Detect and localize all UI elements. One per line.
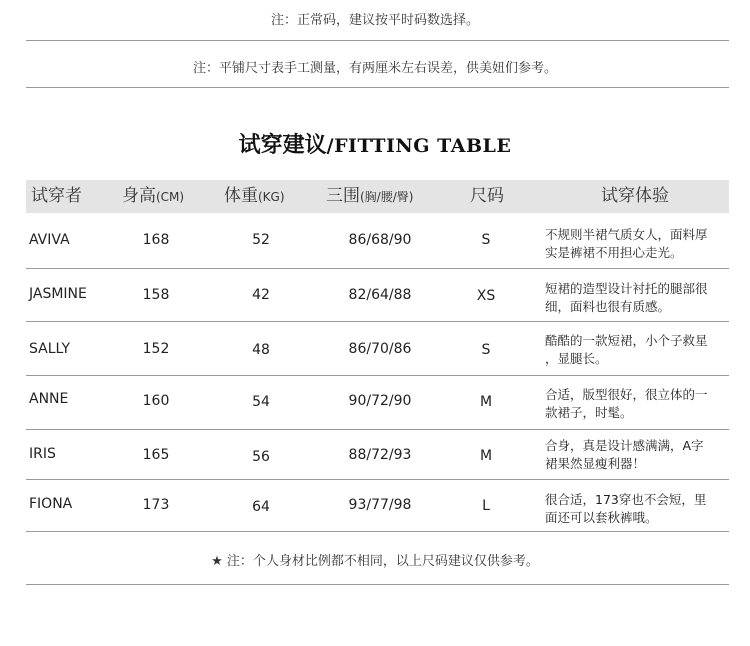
row-height: 165: [142, 447, 170, 463]
row-experience-line-1: 酷酷的一款短裙，小个子救星: [545, 333, 708, 348]
row-name: ANNE: [29, 391, 69, 407]
row-bwh: 86/68/90: [348, 232, 412, 248]
row-divider: [26, 531, 729, 532]
header-experience: 试穿体验: [601, 186, 669, 206]
header-weight-label: 体重: [224, 186, 258, 206]
row-weight: 48: [252, 342, 270, 358]
row-bwh: 90/72/90: [348, 393, 412, 409]
row-experience-line-1: 合身，真是设计感满满，A字: [545, 438, 704, 453]
row-weight: 54: [252, 394, 270, 410]
footer-note: ★ 注：个人身材比例都不相同，以上尺码建议仅供参考。: [211, 554, 539, 569]
row-height: 152: [142, 341, 170, 357]
row-height: 160: [142, 393, 170, 409]
measure-note: 注：平铺尺寸表手工测量，有两厘米左右误差，供美妞们参考。: [192, 61, 557, 76]
row-size: XS: [476, 288, 496, 304]
header-size: 尺码: [470, 186, 504, 206]
row-weight: 64: [252, 499, 270, 515]
row-name: FIONA: [29, 496, 73, 512]
row-name: JASMINE: [29, 286, 87, 302]
row-divider: [26, 375, 729, 376]
divider-middle: [26, 87, 729, 88]
row-weight: 56: [252, 449, 270, 465]
header-weight-unit: (KG): [258, 190, 285, 204]
table-header: [26, 180, 729, 213]
header-height: [122, 180, 184, 213]
title-cn: 试穿建议: [238, 133, 327, 158]
row-experience: [545, 226, 730, 262]
row-experience-line-1: 合适，版型很好，很立体的一: [545, 387, 708, 402]
row-bwh: 82/64/88: [348, 287, 412, 303]
divider-top: [26, 40, 729, 41]
row-experience: [545, 491, 730, 527]
header-height-label: 身高: [122, 186, 156, 206]
row-divider: [26, 321, 729, 322]
row-name: SALLY: [29, 341, 71, 357]
row-experience-line-2: 面还可以套秋裤哦。: [545, 510, 658, 525]
row-size: S: [481, 232, 491, 248]
header-bwh: [326, 180, 413, 213]
row-weight: 52: [252, 232, 270, 248]
title-en: /FITTING TABLE: [326, 135, 512, 157]
row-experience: [545, 280, 730, 316]
row-experience-line-2: 细，面料也很有质感。: [545, 299, 671, 314]
header-height-unit: (CM): [156, 190, 185, 204]
row-name: AVIVA: [29, 232, 70, 248]
row-experience-line-2: 实是裤裙不用担心走光。: [545, 245, 683, 260]
divider-bottom: [26, 584, 729, 585]
row-experience-line-2: 裙果然显瘦利器！: [545, 456, 646, 471]
row-experience-line-2: 款裙子，时髦。: [545, 405, 633, 420]
row-height: 158: [142, 287, 170, 303]
row-size: M: [479, 448, 493, 464]
header-bwh-label: 三围: [326, 186, 360, 206]
row-experience: [545, 386, 730, 422]
row-divider: [26, 268, 729, 269]
header-name: 试穿者: [31, 186, 82, 206]
row-name: IRIS: [29, 446, 56, 462]
row-experience-line-1: 不规则半裙气质女人，面料厚: [545, 227, 708, 242]
fitting-table-title: [0, 128, 750, 159]
row-bwh: 88/72/93: [348, 447, 412, 463]
row-height: 168: [142, 232, 170, 248]
row-divider: [26, 429, 729, 430]
row-weight: 42: [252, 287, 270, 303]
row-experience: [545, 437, 730, 473]
row-experience-line-1: 很合适，173穿也不会短，里: [545, 492, 707, 507]
row-experience-line-1: 短裙的造型设计衬托的腿部很: [545, 281, 708, 296]
row-bwh: 86/70/86: [348, 341, 412, 357]
top-note: 注：正常码，建议按平时码数选择。: [270, 13, 479, 28]
row-experience: [545, 332, 730, 368]
row-divider: [26, 479, 729, 480]
header-bwh-unit: (胸/腰/臀): [360, 190, 414, 204]
row-size: L: [482, 498, 490, 514]
header-weight: [224, 180, 285, 213]
row-height: 173: [142, 497, 170, 513]
row-size: S: [481, 342, 491, 358]
row-experience-line-2: ，显腿长。: [545, 351, 608, 366]
row-size: M: [479, 394, 493, 410]
row-bwh: 93/77/98: [348, 497, 412, 513]
